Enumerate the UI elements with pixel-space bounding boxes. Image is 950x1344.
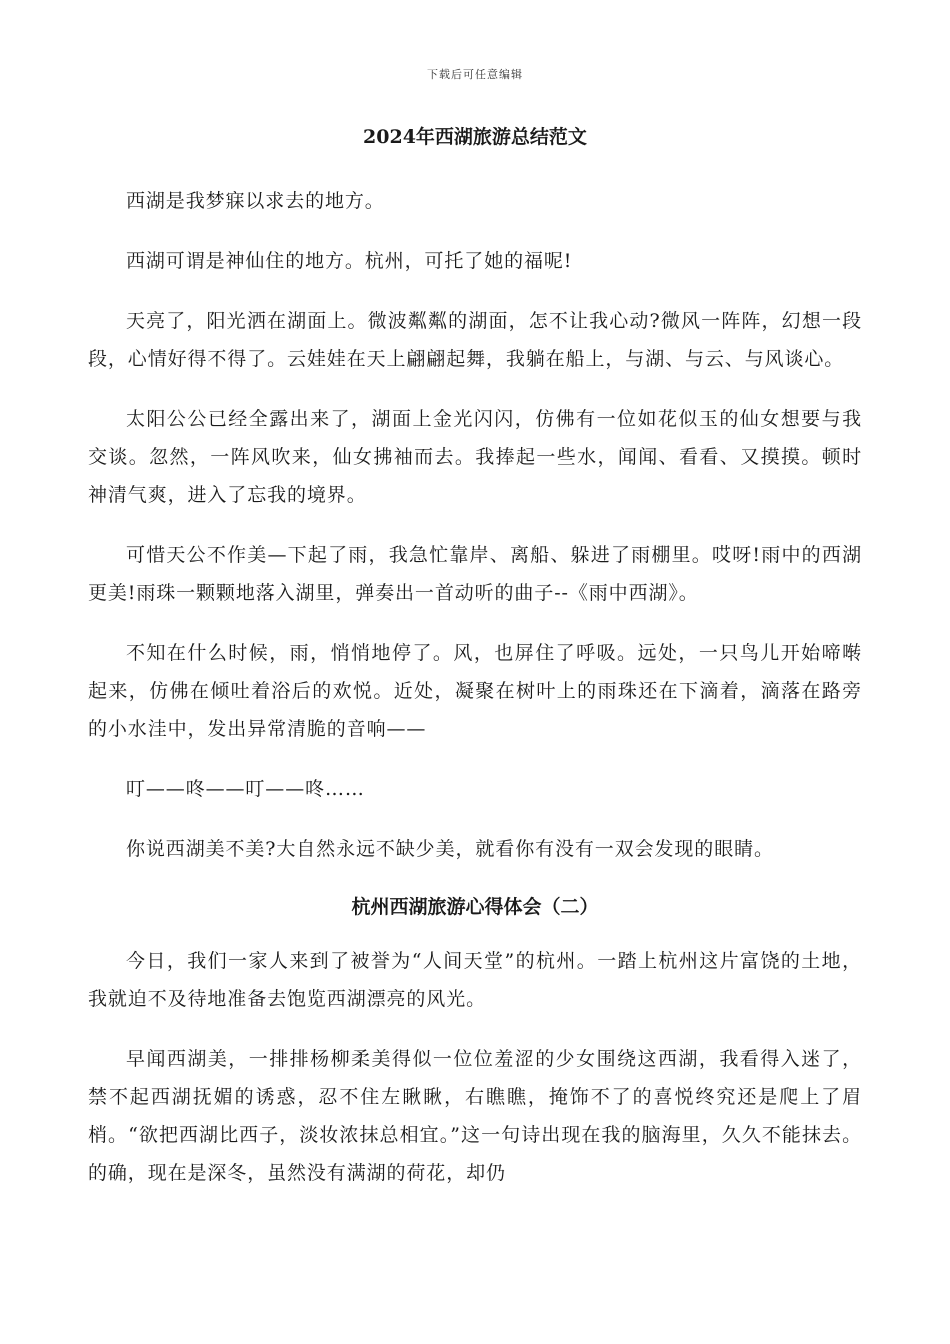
document-title: 2024年西湖旅游总结范文 [363,126,587,148]
paragraph: 不知在什么时候，雨，悄悄地停了。风，也屏住了呼吸。远处，一只鸟儿开始啼啭起来，仿佛在倾吐着浴后的欢悦。近处，凝聚在树叶上的雨珠还在下滴着，滴落在路旁的小水洼中，发出异常清脆的音响—— [88,642,862,740]
paragraph: 西湖是我梦寐以求去的地方。 [126,190,385,212]
paragraph: 天亮了，阳光洒在湖面上。微波粼粼的湖面，怎不让我心动?微风一阵阵，幻想一段段，心情好得不得了。云娃娃在天上翩翩起舞，我躺在船上，与湖、与云、与风谈心。 [88,310,862,370]
paragraph: 今日，我们一家人来到了被誉为“人间天堂”的杭州。一踏上杭州这片富饶的土地，我就迫不及待地准备去饱览西湖漂亮的风光。 [88,950,862,1010]
paragraph: 你说西湖美不美?大自然永远不缺少美，就看你有没有一双会发现的眼睛。 [126,838,774,860]
paragraph: 太阳公公已经全露出来了，湖面上金光闪闪，仿佛有一位如花似玉的仙女想要与我交谈。忽然，一阵风吹来，仙女拂袖而去。我捧起一些水，闻闻、看看、又摸摸。顿时神清气爽，进入了忘我的境界。 [88,408,862,506]
paragraph: 叮——咚——叮——咚…… [126,778,365,800]
paragraph: 西湖可谓是神仙住的地方。杭州，可托了她的福呢! [126,250,573,272]
document-body [88,120,862,1214]
paragraph: 可惜天公不作美—下起了雨，我急忙靠岸、离船、躲进了雨棚里。哎呀!雨中的西湖更美!雨珠一颗颗地落入湖里，弹奏出一首动听的曲子--《雨中西湖》。 [88,544,862,604]
section-heading: 杭州西湖旅游心得体会（二） [351,896,599,918]
paragraph: 早闻西湖美，一排排杨柳柔美得似一位位羞涩的少女围绕这西湖，我看得入迷了，禁不起西湖抚媚的诱惑，忍不住左瞅瞅，右瞧瞧，掩饰不了的喜悦终究还是爬上了眉梢。“欲把西湖比西子，淡妆浓抹总相宜。”这一句诗出现在我的脑海里，久久不能抹去。的确，现在是深冬，虽然没有满湖的荷花，却仍 [88,1048,862,1184]
header-note: 下载后可任意编辑 [427,68,523,81]
